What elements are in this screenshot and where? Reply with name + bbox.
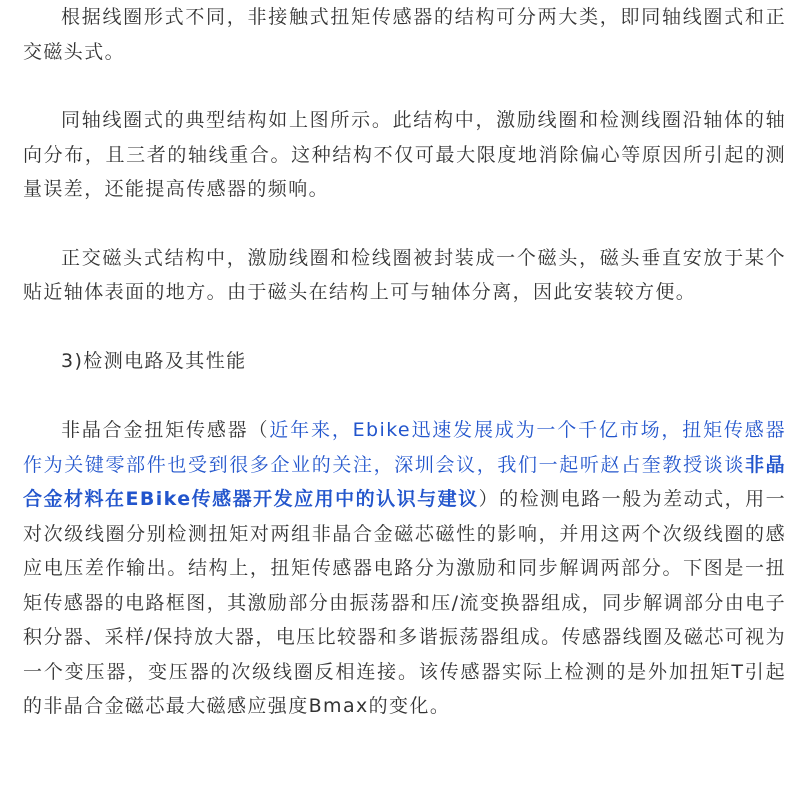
paragraph-coaxial-structure: 同轴线圈式的典型结构如上图所示。此结构中，激励线圈和检测线圈沿轴体的轴向分布，且三者的轴线重合。这种结构不仅可最大限度地消除偏心等原因所引起的测量误差，还能提高传感器的频响。 [23, 109, 786, 200]
section-heading-detection-circuit: 3)检测电路及其性能 [61, 349, 247, 372]
article-body [23, 0, 786, 724]
article-link[interactable]: 近年来，Ebike迅速发展成为一个千亿市场，扭矩传感器作为关键零部件也受到很多企业的关注，深圳会议，我们一起听赵占奎教授谈谈 [23, 419, 786, 476]
paragraph-rest-text: ）的检测电路一般为差动式，用一对次级线圈分别检测扭矩对两组非晶合金磁芯磁性的影响，并用这两个次级线圈的感应电压差作输出。结构上，扭矩传感器电路分为激励和同步解调两部分。下图是一扭矩传感器的电路框图，其激励部分由振荡器和压/流变换器组成，同步解调部分由电子积分器、采样/保持放大器，电压比较器和多谐振荡器组成。传感器线圈及磁芯可视为一个变压器，变压器的次级线圈反相连接。该传感器实际上检测的是外加扭矩T引起的非晶合金磁芯最大磁感应强度Bmax的变化。 [23, 488, 786, 717]
paragraph-orthogonal-head: 正交磁头式结构中，激励线圈和检线圈被封装成一个磁头，磁头垂直安放于某个贴近轴体表面的地方。由于磁头在结构上可与轴体分离，因此安装较方便。 [23, 246, 786, 303]
paragraph-coil-types: 根据线圈形式不同，非接触式扭矩传感器的结构可分两大类，即同轴线圈式和正交磁头式。 [23, 6, 786, 63]
paragraph-lead-text: 非晶合金扭矩传感器（ [61, 419, 270, 441]
article-link-bold[interactable]: 非晶合金材料在EBike传感器开发应用中的认识与建议 [23, 453, 786, 510]
paragraph-detection-circuit [23, 413, 786, 724]
